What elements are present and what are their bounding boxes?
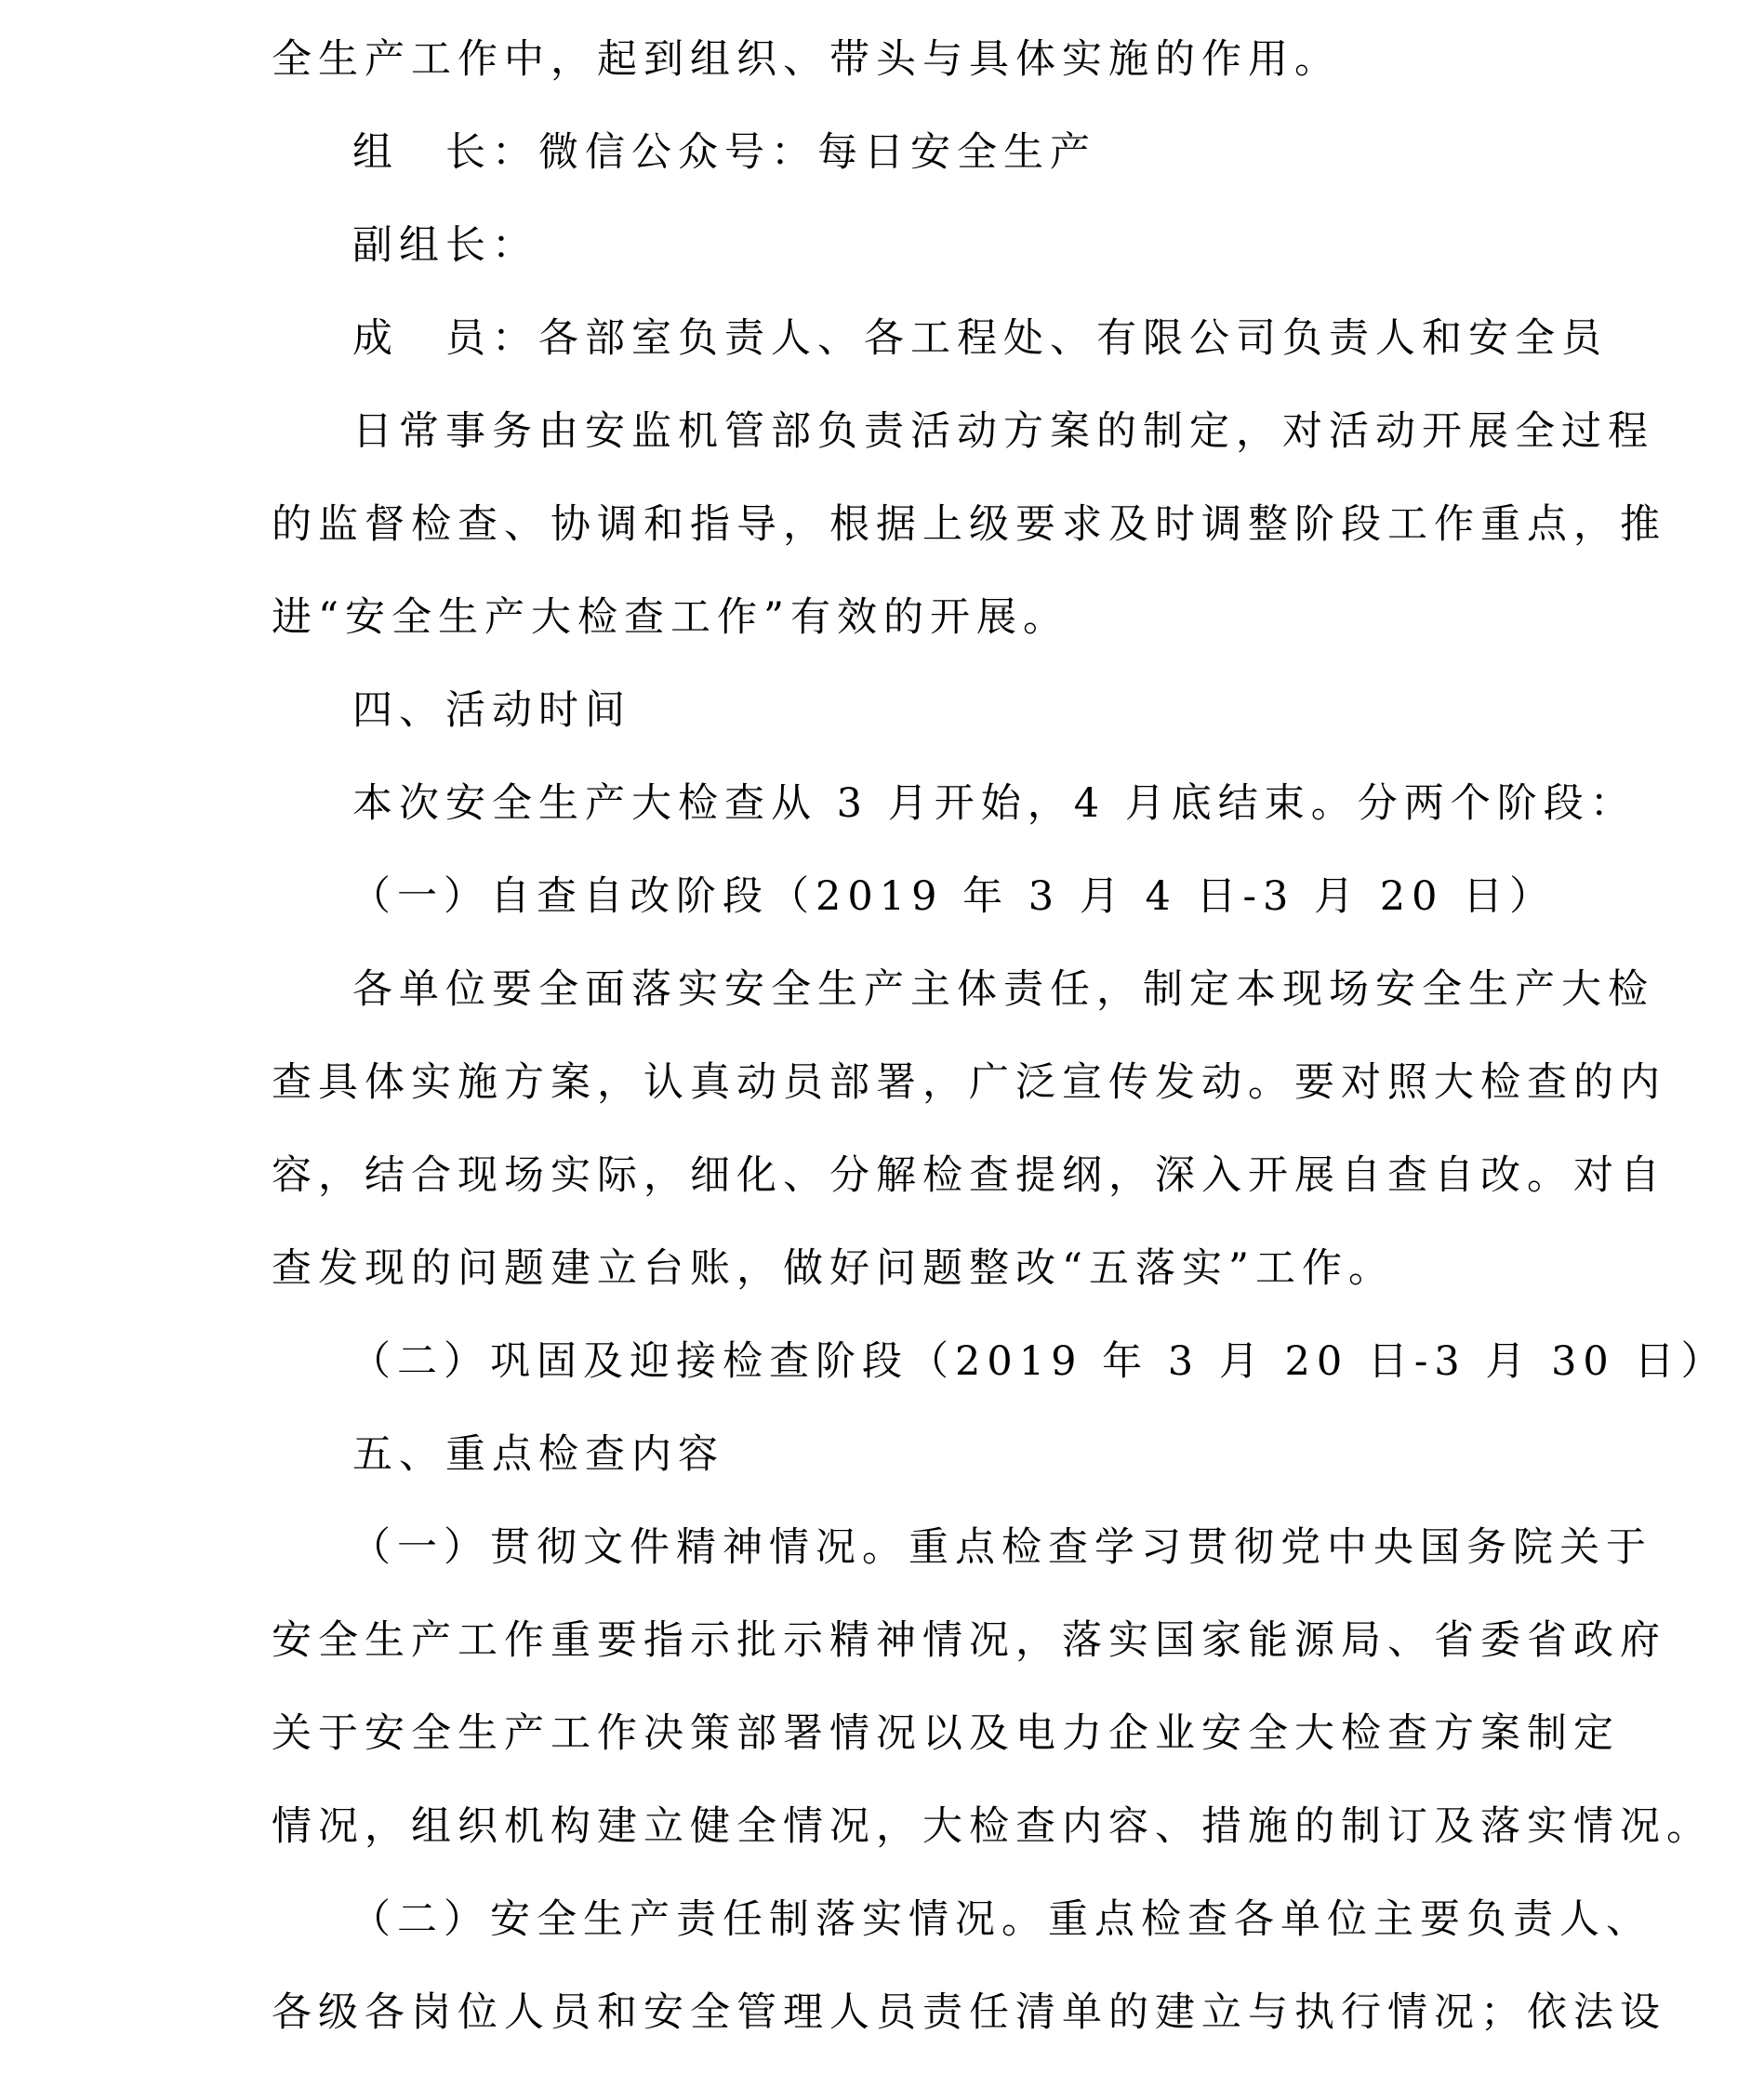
paragraph-line: （一）贯彻文件精神情况。重点检查学习贯彻党中央国务院关于	[351, 1524, 1652, 1571]
paragraph-line: 进“安全生产大检查工作”有效的开展。	[272, 594, 1069, 641]
paragraph-line: 全生产工作中，起到组织、带头与具体实施的作用。	[272, 36, 1341, 83]
paragraph-line: 关于安全生产工作决策部署情况以及电力企业安全大检查方案制定	[272, 1710, 1620, 1757]
section-heading: 四、活动时间	[352, 687, 631, 734]
paragraph-line: 容，结合现场实际，细化、分解检查提纲，深入开展自查自改。对自	[272, 1152, 1666, 1199]
paragraph-line: 查发现的问题建立台账，做好问题整改“五落实”工作。	[272, 1245, 1395, 1292]
paragraph-line: 查具体实施方案，认真动员部署，广泛宣传发动。要对照大检查的内	[272, 1059, 1666, 1106]
deputy-leader-line: 副组长：	[352, 222, 538, 269]
team-leader-line: 组 长：微信公众号：每日安全生产	[352, 129, 1096, 176]
section-heading: 五、重点检查内容	[352, 1431, 724, 1478]
paragraph-line: 各单位要全面落实安全生产主体责任，制定本现场安全生产大检	[352, 966, 1654, 1013]
paragraph-line: 各级各岗位人员和安全管理人员责任清单的建立与执行情况；依法设	[272, 1989, 1666, 2036]
paragraph-line: 情况，组织机构建立健全情况，大检查内容、措施的制订及落实情况。	[272, 1803, 1713, 1850]
paragraph-line: 本次安全生产大检查从 3 月开始，4 月底结束。分两个阶段：	[352, 780, 1637, 827]
paragraph-line: 日常事务由安监机管部负责活动方案的制定，对活动开展全过程	[352, 408, 1654, 455]
document-body	[272, 28, 1728, 2074]
subsection-heading: （二）巩固及迎接检查阶段（2019 年 3 月 20 日-3 月 30 日）	[351, 1338, 1728, 1385]
paragraph-line: 的监督检查、协调和指导，根据上级要求及时调整阶段工作重点，推	[272, 501, 1666, 548]
subsection-heading: （一）自查自改阶段（2019 年 3 月 4 日-3 月 20 日）	[351, 873, 1557, 920]
paragraph-line: 安全生产工作重要指示批示精神情况，落实国家能源局、省委省政府	[272, 1617, 1666, 1664]
paragraph-line: （二）安全生产责任制落实情况。重点检查各单位主要负责人、	[351, 1896, 1652, 1943]
members-line: 成 员：各部室负责人、各工程处、有限公司负责人和安全员	[352, 315, 1608, 362]
